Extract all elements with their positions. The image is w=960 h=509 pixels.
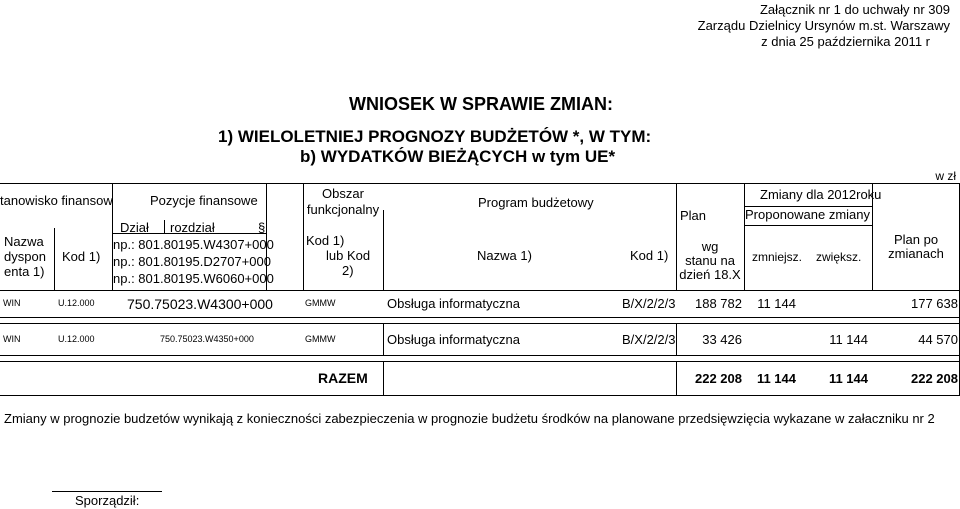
row-2-program: Obsługa informatyczna bbox=[387, 332, 520, 347]
col-header-nazwa-1: Nazwa bbox=[4, 234, 44, 249]
row-2-zwieksz: 11 144 bbox=[829, 332, 868, 347]
unit-label: w zł bbox=[935, 169, 956, 183]
col-header-proponowane: Proponowane zmiany bbox=[745, 207, 871, 222]
col-header-dzial: Dział bbox=[120, 220, 149, 235]
row-1-nazwa: WIN bbox=[3, 298, 21, 308]
total-top-border bbox=[0, 361, 960, 362]
footer-note: Zmiany w prognozie budzetów wynikają z konieczności zabezpieczenia w prognozie budżetu środków na planowane przedsięwzięcia wykazane w załaczniku nr 2 bbox=[4, 411, 935, 426]
zwieksz-header: zwiększ. bbox=[816, 250, 862, 264]
total-zwieksz: 11 144 bbox=[828, 371, 868, 386]
row-1-kod: U.12.000 bbox=[58, 298, 95, 308]
row-2-program-kod: B/X/2/2/3 bbox=[622, 332, 676, 347]
col-header-zmiany: Zmiany dla 2012roku bbox=[760, 187, 882, 202]
row-1-plan: 188 782 bbox=[695, 296, 742, 311]
row-1-bottom-border bbox=[0, 317, 960, 318]
col-line-nazwa bbox=[54, 228, 55, 290]
row-2-plan: 33 426 bbox=[702, 332, 742, 347]
col-header-obszar-2: funkcjonalny bbox=[306, 202, 380, 217]
signature-label: Sporządził: bbox=[75, 493, 140, 508]
header-bottom-border bbox=[0, 290, 960, 291]
title-subline-2: b) WYDATKÓW BIEŻĄCYCH w tym UE* bbox=[300, 147, 616, 166]
row-1-zmniejsz: 11 144 bbox=[757, 296, 796, 311]
total-label: RAZEM bbox=[318, 370, 368, 386]
row-1-plan-po: 177 638 bbox=[911, 296, 958, 311]
plan-header-2: stanu na bbox=[685, 253, 735, 268]
row-2-bottom-border bbox=[0, 355, 960, 356]
total-plan-po: 222 208 bbox=[911, 371, 958, 386]
row-1-pozycja: 750.75023.W4300+000 bbox=[127, 296, 273, 312]
col-header-obszar: Obszar bbox=[322, 186, 364, 201]
col-header-kod: Kod 1) bbox=[62, 249, 101, 264]
obszar-kod-1: Kod 1) bbox=[306, 233, 345, 248]
attachment-line-2: Zarządu Dzielnicy Ursynów m.st. Warszawy bbox=[697, 18, 950, 33]
title-subline-1: 1) WIELOLETNIEJ PROGNOZY BUDŻETÓW *, W TYM: bbox=[218, 127, 652, 146]
row-2-pozycja: 750.75023.W4350+000 bbox=[160, 334, 254, 344]
col-line-dzial bbox=[164, 220, 165, 233]
proponowane-divider-line bbox=[744, 225, 872, 226]
col-header-nazwa-2: dyspon bbox=[4, 249, 46, 264]
attachment-line-3: z dnia 25 października 2011 r bbox=[761, 34, 930, 49]
row-col-line-program bbox=[383, 323, 384, 355]
total-bottom-border bbox=[0, 395, 960, 396]
col-header-paragraf: § bbox=[258, 220, 266, 235]
page-title: WNIOSEK W SPRAWIE ZMIAN: bbox=[349, 94, 613, 114]
row-2-plan-po: 44 570 bbox=[918, 332, 958, 347]
example-code-2: np.: 801.80195.D2707+000 bbox=[113, 254, 271, 269]
col-header-program: Program budżetowy bbox=[478, 195, 594, 210]
col-header-pozycje: Pozycje finansowe bbox=[150, 193, 258, 208]
attachment-line-1: Załącznik nr 1 do uchwały nr 309 bbox=[759, 2, 950, 17]
row-1-obszar: GMMW bbox=[305, 298, 336, 308]
program-nazwa-header: Nazwa 1) bbox=[477, 248, 532, 263]
col-header-plan: Plan bbox=[680, 208, 707, 223]
col-line-zmiany bbox=[744, 183, 745, 290]
row-2-obszar: GMMW bbox=[305, 334, 336, 344]
col-header-rozdzial: rozdział bbox=[170, 220, 215, 235]
row-1-program: Obsługa informatyczna bbox=[387, 296, 520, 311]
total-plan: 222 208 bbox=[695, 371, 742, 386]
program-kod-header: Kod 1) bbox=[630, 248, 669, 263]
col-header-nazwa-3: enta 1) bbox=[4, 264, 45, 279]
total-zmniejsz: 11 144 bbox=[756, 371, 796, 386]
obszar-kod-3: 2) bbox=[342, 263, 354, 278]
row-2-top-border bbox=[0, 323, 960, 324]
plan-header-1: wg bbox=[701, 239, 719, 254]
total-col-line-program bbox=[383, 361, 384, 395]
table-top-border bbox=[0, 183, 960, 184]
example-code-3: np.: 801.80195.W6060+000 bbox=[113, 271, 274, 286]
example-code-1: np.: 801.80195.W4307+000 bbox=[113, 237, 274, 252]
zmniejsz-header: zmniejsz. bbox=[752, 250, 803, 264]
obszar-kod-2: lub Kod bbox=[326, 248, 371, 263]
row-1-program-kod: B/X/2/2/3 bbox=[622, 296, 676, 311]
col-header-stanowisko: tanowisko finansow bbox=[0, 193, 113, 208]
plan-po-header-2: zmianach bbox=[888, 246, 944, 261]
row-2-nazwa: WIN bbox=[3, 334, 21, 344]
plan-header-3: dzień 18.X bbox=[679, 267, 741, 282]
plan-po-header-1: Plan po bbox=[893, 232, 939, 247]
signature-line bbox=[52, 491, 162, 492]
col-line-program-inner bbox=[383, 210, 384, 290]
row-2-kod: U.12.000 bbox=[58, 334, 95, 344]
